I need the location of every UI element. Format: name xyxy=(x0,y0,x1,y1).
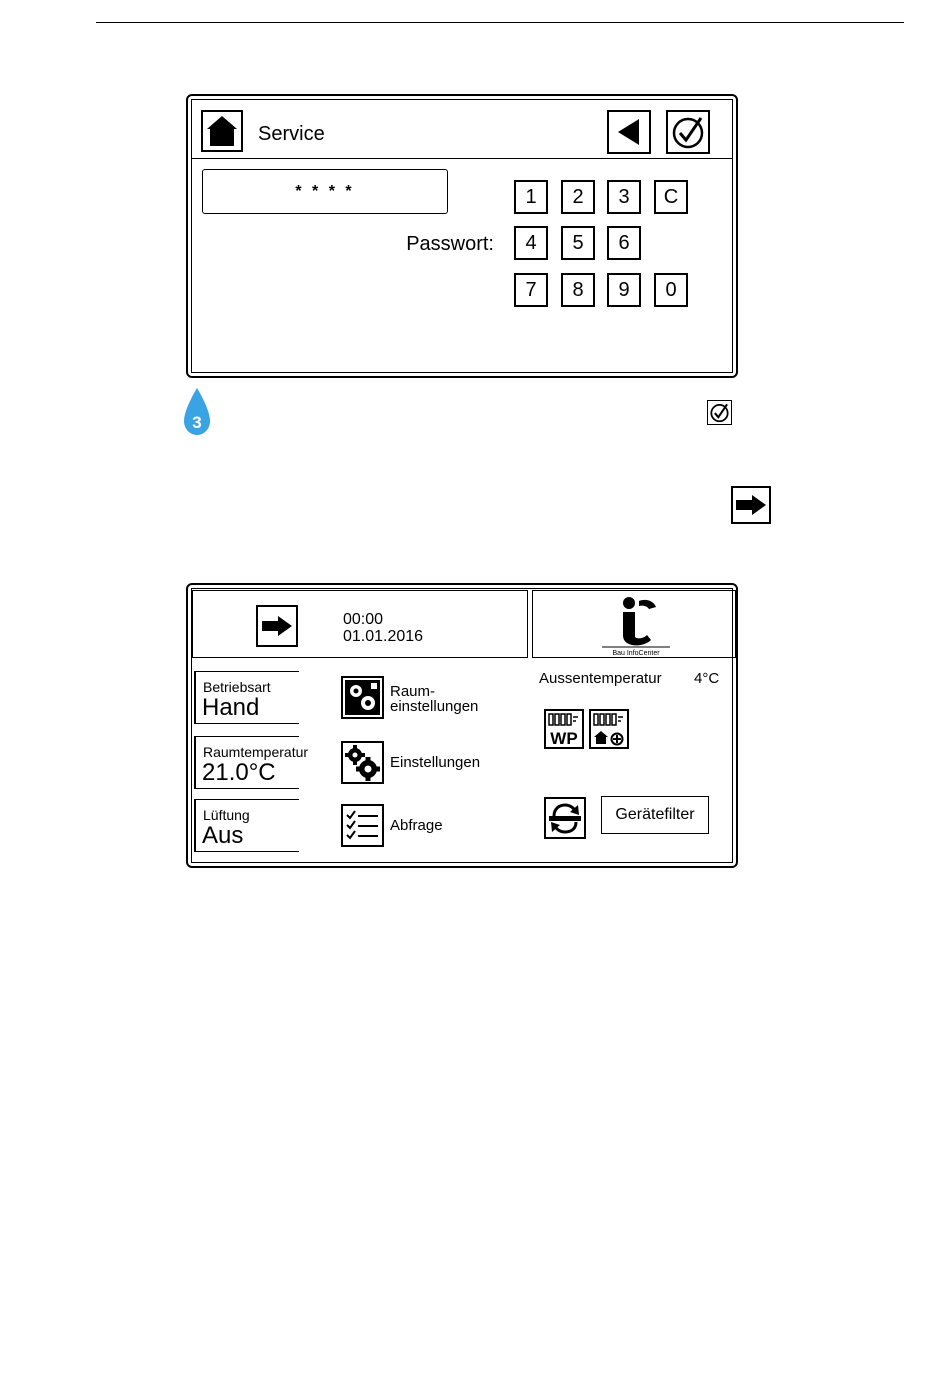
check-circle-icon xyxy=(670,114,706,150)
service-screen-frame xyxy=(191,99,733,373)
keypad-key-2[interactable]: 2 xyxy=(561,180,595,214)
betriebsart-value: Hand xyxy=(202,694,260,721)
page-top-rule xyxy=(96,22,904,23)
step-drop-icon xyxy=(181,387,213,437)
lueftung-tile[interactable] xyxy=(194,799,299,852)
keypad-key-9[interactable]: 9 xyxy=(607,273,641,307)
date-display: 01.01.2016 xyxy=(343,628,424,645)
betriebsart-label: Betriebsart xyxy=(203,679,271,695)
abfrage-button[interactable] xyxy=(341,804,384,847)
arrow-left-icon xyxy=(614,117,644,147)
confirm-button[interactable] xyxy=(666,110,710,154)
keypad-key-6[interactable]: 6 xyxy=(607,226,641,260)
raumtemperatur-label: Raumtemperatur xyxy=(203,744,309,760)
raumeinstellungen-button[interactable] xyxy=(341,676,384,719)
einstellungen-button[interactable] xyxy=(341,741,384,784)
keypad-key-8[interactable]: 8 xyxy=(561,273,595,307)
service-screen xyxy=(186,94,738,378)
time-display: 00:00 xyxy=(343,611,384,628)
aussentemperatur-value: 4°C xyxy=(694,670,720,687)
raumtemperatur-tile[interactable] xyxy=(194,736,309,789)
raumeinstellungen-label-line2: einstellungen xyxy=(390,698,479,715)
arrow-right-icon xyxy=(731,486,771,524)
check-circle-icon xyxy=(707,400,732,425)
next-button[interactable] xyxy=(256,605,298,647)
keypad-key-1[interactable]: 1 xyxy=(514,180,548,214)
wp-text: WP xyxy=(550,729,578,747)
refresh-icon xyxy=(547,800,583,836)
keypad-key-3[interactable]: 3 xyxy=(607,180,641,214)
lueftung-value: Aus xyxy=(202,822,244,849)
raumeinstellungen-label xyxy=(390,684,478,714)
home-button[interactable] xyxy=(201,110,243,152)
logo-caption: Bau InfoCenter xyxy=(612,650,660,657)
einstellungen-label: Einstellungen xyxy=(390,754,481,771)
room-gears-icon xyxy=(344,679,381,716)
house-heating-icon xyxy=(589,709,629,749)
raumeinstellungen-label-line1: Raum- xyxy=(390,683,436,700)
password-label: Passwort: xyxy=(406,233,494,255)
abfrage-label: Abfrage xyxy=(390,817,443,834)
heat-pump-icon xyxy=(544,709,584,749)
checklist-icon xyxy=(344,807,381,844)
arrow-right-icon xyxy=(260,615,294,637)
back-button[interactable] xyxy=(607,110,651,154)
keypad-key-7[interactable]: 7 xyxy=(514,273,548,307)
refresh-button[interactable] xyxy=(544,797,586,839)
lueftung-label: Lüftung xyxy=(203,807,250,823)
gears-icon xyxy=(344,744,381,781)
aussentemperatur-label: Aussentemperatur xyxy=(539,670,662,687)
geraetefilter-button[interactable]: Gerätefilter xyxy=(601,796,709,834)
datetime-display xyxy=(343,611,423,645)
logo-panel xyxy=(532,590,736,658)
header-divider xyxy=(192,158,732,159)
home-icon xyxy=(205,114,239,148)
password-input[interactable]: * * * * xyxy=(202,169,448,214)
bau-infocenter-logo xyxy=(598,595,674,657)
keypad-key-4[interactable]: 4 xyxy=(514,226,548,260)
keypad-key-0[interactable]: 0 xyxy=(654,273,688,307)
page-title: Service xyxy=(258,123,325,145)
betriebsart-tile[interactable] xyxy=(194,671,299,724)
keypad-key-5[interactable]: 5 xyxy=(561,226,595,260)
datetime-panel xyxy=(192,590,528,658)
step-number: 3 xyxy=(192,413,202,432)
keypad-key-clear[interactable]: C xyxy=(654,180,688,214)
home-screen xyxy=(186,583,738,868)
raumtemperatur-value: 21.0°C xyxy=(202,759,276,786)
